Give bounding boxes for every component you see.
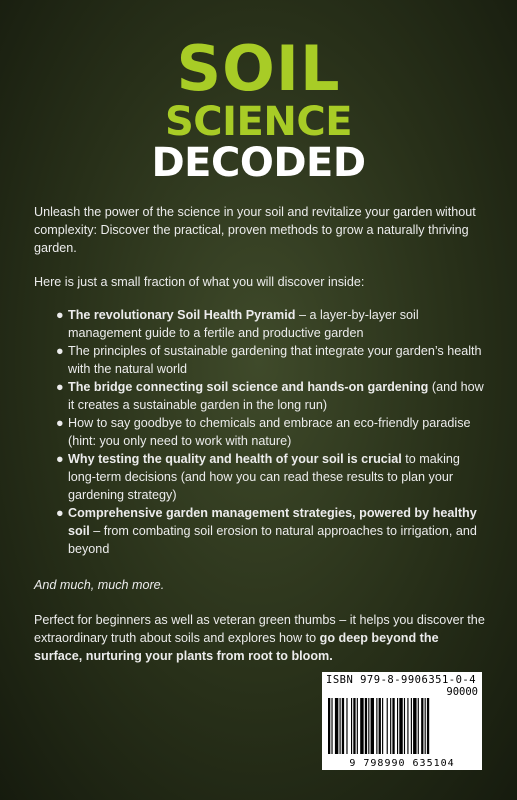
bullet-icon: ●	[56, 416, 64, 430]
list-item-text: The principles of sustainable gardening that integrate your garden’s health with the natural world	[68, 344, 482, 376]
feature-list	[34, 306, 486, 558]
list-item	[56, 504, 486, 558]
book-title	[0, 32, 517, 186]
back-cover-copy	[34, 203, 486, 665]
barcode-number: 9 798990 635104	[349, 758, 455, 769]
bullet-icon: ●	[56, 308, 64, 322]
list-item	[56, 306, 486, 342]
title-line-science: SCIENCE	[164, 99, 353, 145]
list-item-text: How to say goodbye to chemicals and embrace an eco-friendly paradise (hint: you only need to work with nature)	[68, 416, 471, 448]
isbn-label: ISBN 979-8-9906351-0-4	[326, 674, 477, 686]
closing-bold: go deep beyond the surface, nurturing your plants from root to bloom.	[34, 631, 439, 663]
list-item-text: – from combating soil erosion to natural approaches to irrigation, and beyond	[68, 524, 477, 556]
bullet-icon: ●	[56, 380, 64, 394]
title-line-soil: SOIL	[176, 32, 341, 105]
title-line-decoded: DECODED	[151, 140, 366, 186]
list-item-text: to making long-term decisions (and how you can read these results to plan your gardening strategy)	[68, 452, 460, 502]
barcode-bars-icon	[328, 698, 476, 754]
bullet-icon: ●	[56, 506, 64, 520]
list-item	[56, 378, 486, 414]
list-item	[56, 342, 486, 378]
list-item	[56, 450, 486, 504]
list-item-bold: The revolutionary Soil Health Pyramid	[68, 308, 296, 322]
bullet-icon: ●	[56, 452, 64, 466]
lead-paragraph: Here is just a small fraction of what you will discover inside:	[34, 275, 365, 289]
bullet-icon: ●	[56, 344, 64, 358]
intro-paragraph: Unleash the power of the science in your soil and revitalize your garden without complexity: Discover the practical, proven methods to grow a naturally thriving garden.	[34, 205, 476, 255]
list-item-text: – a layer-by-layer soil management guide to a fertile and productive garden	[68, 308, 419, 340]
price-code: 90000	[446, 686, 478, 698]
list-item-text: (and how it creates a sustainable garden in the long run)	[68, 380, 484, 412]
list-item	[56, 414, 486, 450]
isbn-barcode	[322, 672, 482, 770]
list-item-bold: Why testing the quality and health of your soil is crucial	[68, 452, 402, 466]
list-item-bold: Comprehensive garden management strategies, powered by healthy soil	[68, 506, 477, 538]
closing-paragraph	[34, 611, 486, 665]
list-item-bold: The bridge connecting soil science and hands-on gardening	[68, 380, 429, 394]
more-line: And much, much more.	[34, 578, 165, 592]
closing-text: Perfect for beginners as well as veteran green thumbs – it helps you discover the extraordinary truth about soils and explores how to	[34, 613, 485, 645]
